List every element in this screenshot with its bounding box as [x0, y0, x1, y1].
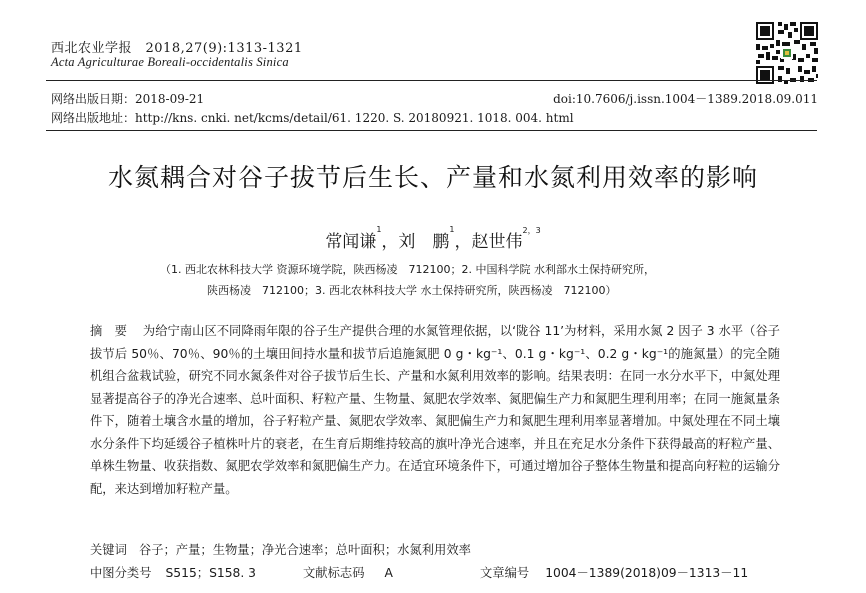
article-number: [480, 563, 748, 581]
author-2: 刘 鹏: [398, 232, 450, 252]
author-1-affil: 1: [376, 225, 382, 234]
document-code: [303, 563, 393, 581]
author-separator: ，: [454, 232, 472, 252]
doi[interactable]: doi:10.7606/j.issn.1004－1389.2018.09.011: [553, 92, 818, 106]
qr-code-icon: [754, 20, 820, 86]
abstract: [90, 320, 780, 500]
abstract-label: 摘 要: [90, 324, 127, 338]
keywords-label: 关键词: [90, 543, 127, 557]
document-code-label: 文献标志码: [303, 566, 365, 580]
author-3-affil: 2，3: [522, 226, 541, 235]
author-1: 常闻谦: [325, 232, 377, 252]
publish-url[interactable]: 网络出版地址：http://kns. cnki. net/kcms/detail/61. 1220. S. 20180921. 1018. 004. html: [51, 111, 574, 125]
abstract-text: 为给宁南山区不同降雨年限的谷子生产提供合理的水氮管理依据，以‘陇谷 11’为材料，采用水氮 2 因子 3 水平（谷子拔节后 50％、70％、90％的土壤田间持水量和拔节后追施氮肥 0 g・kg⁻¹、0.1 g・kg⁻¹、0.2 g・kg⁻¹的施氮量）的完全随机组合盆栽试验，研究不同水氮条件对谷子拔节后生长、产量和水氮利用效率的影响。结果表明：在同一水分水平下，中氮处理显著提高谷子的净光合速率、总叶面积、籽粒产量、生物量、氮肥农学效率、氮肥偏生产力和氮肥生理利用率；在同一施氮量条件下，随着土壤含水量的增加，谷子籽粒产量、氮肥农学效率、氮肥偏生产力和氮肥生理利用率显著增加。中氮处理在不同土壤水分条件下均延缓谷子植株叶片的衰老，在生育后期维持较高的旗叶净光合速率，并且在充足水分条件下获得最高的籽粒产量、单株生物量、收获指数、氮肥农学效率和氮肥偏生产力。在适宜环境条件下，可通过增加谷子整体生物量和提高向籽粒的运输分配，来达到增加籽粒产量。: [90, 324, 780, 496]
meta-rule: [46, 130, 817, 131]
affiliation-line-1: （1. 西北农林科技大学 资源环境学院，陕西杨凌 712100；2. 中国科学院 水利部水土保持研究所，: [160, 263, 655, 276]
journal-name-en: Acta Agriculturae Boreali-occidentalis Sinica: [51, 55, 289, 69]
author-separator: ，: [381, 232, 399, 252]
paper-title: 水氮耦合对谷子拔节后生长、产量和水氮利用效率的影响: [107, 163, 758, 192]
clc-value: S515；S158. 3: [165, 566, 256, 580]
header-rule: [46, 80, 817, 81]
document-code-value: A: [384, 566, 393, 580]
author-list: [0, 227, 866, 252]
clc-number: [90, 563, 256, 581]
author-3: 赵世伟: [471, 232, 523, 252]
author-2-affil: 1: [449, 225, 455, 234]
keywords-text: 谷子；产量；生物量；净光合速率；总叶面积；水氮利用效率: [138, 543, 471, 557]
publish-date: 网络出版日期：2018-09-21: [51, 92, 205, 106]
article-number-label: 文章编号: [480, 566, 530, 580]
clc-label: 中图分类号: [90, 566, 152, 580]
affiliation-line-2: 陕西杨凌 712100；3. 西北农林科技大学 水土保持研究所，陕西杨凌 712100）: [207, 284, 617, 297]
journal-name-cn: 西北农业学报 2018,27(9):1313-1321: [51, 41, 303, 56]
article-number-value: 1004－1389(2018)09－1313－11: [545, 566, 749, 580]
keywords: [90, 540, 471, 558]
